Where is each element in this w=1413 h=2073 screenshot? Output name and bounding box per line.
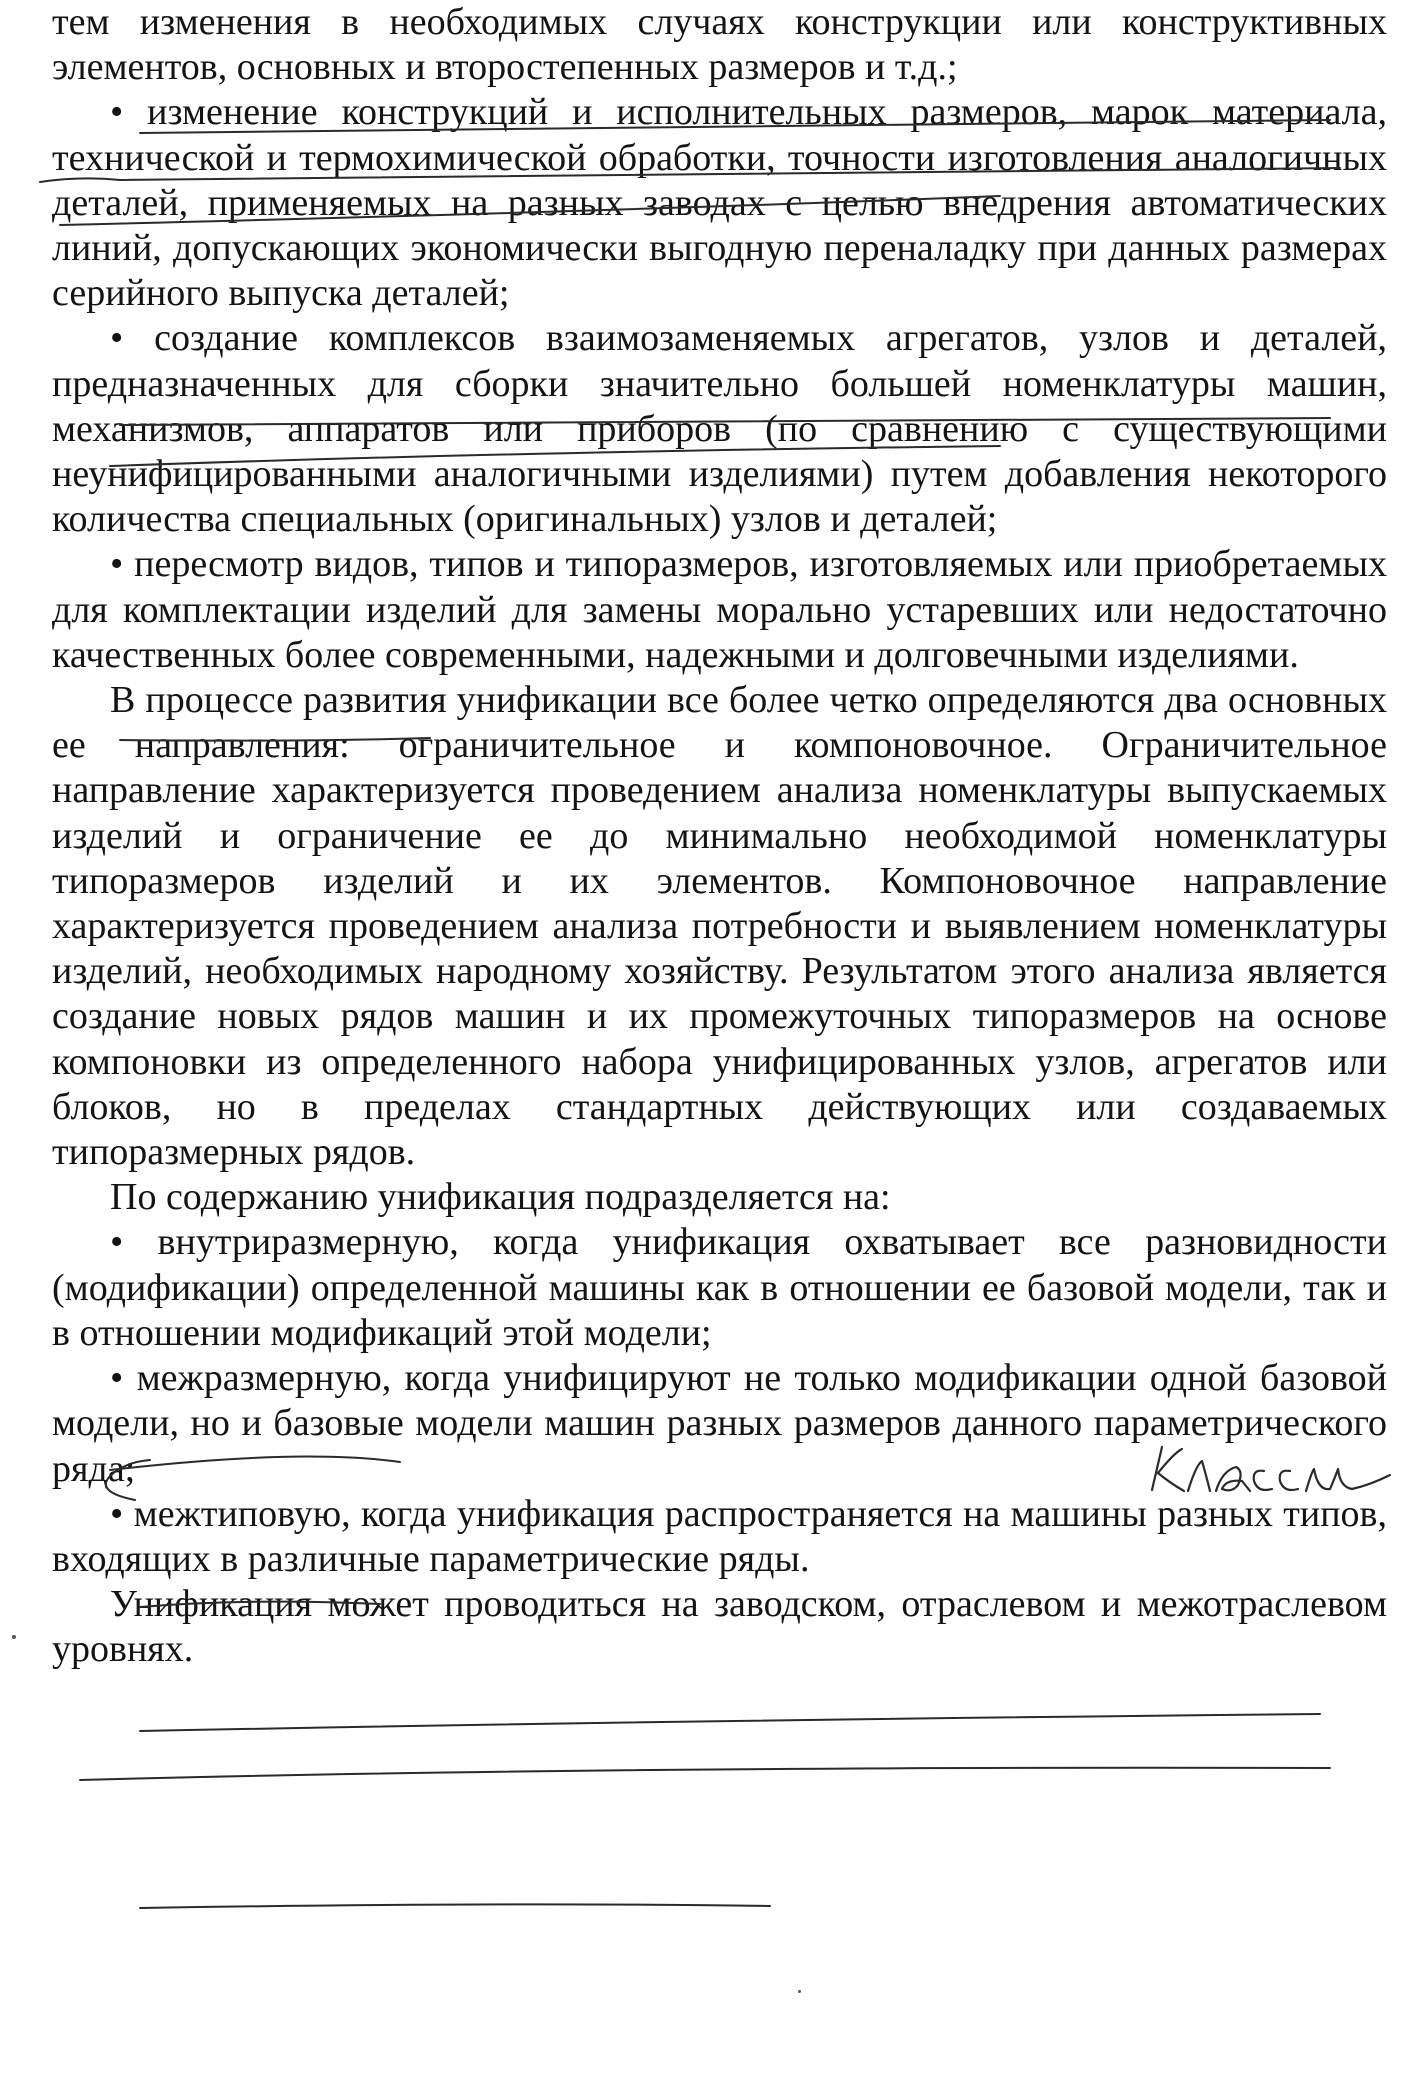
paragraph-content-classification: По содержанию унификация подразделяется на: — [110, 1176, 891, 1219]
scan-speck — [12, 1635, 16, 1639]
bullet-item-inter-type: • межтиповую, когда унификация распространяется на машины разных типов, входящих в различные параметрические ряды. — [52, 1492, 1387, 1580]
scan-speck — [798, 1990, 801, 1993]
bullet-item-construction-change: • изменение конструкций и исполнительных размеров, марок материала, технической и термохимической обработки, точности изготовления аналогичных деталей, применяемых на разных заводах с целью внедрения автоматических линий, допускающих экономически выгодную переналадку при данных размерах серийного выпуска деталей; — [52, 91, 1387, 315]
document-page — [52, 0, 1387, 2073]
bullet-item-revision-of-types: • пересмотр видов, типов и типоразмеров, изготовляемых или приобретаемых для комплектации изделий для замены морально устаревших или недостаточно качественных более современными, надежными и долговечными изделиями. — [52, 543, 1387, 676]
bullet-item-intra-size: • внутриразмерную, когда унификация охватывает все разновидности (модификации) определенной машины как в отношении ее базовой модели, так и в отношении модификаций этой модели; — [52, 1221, 1387, 1354]
paragraph-unification-levels: Унификация может проводиться на заводском, отраслевом и межотраслевом уровнях. — [52, 1583, 1387, 1671]
bullet-item-inter-size: • межразмерную, когда унифицируют не только модификации одной базовой модели, но и базовые модели машин разных размеров данного параметрического ряда; — [52, 1357, 1387, 1490]
paragraph-unification-directions: В процессе развития унификации все более четко определяются два основных ее направления: ограничительное и компоновочное. Ограничительное направление характеризуется проведением анализа номенклатуры выпускаемых изделий и ограничение ее до минимально необходимой номенклатуры типоразмеров изделий и их элементов. Компоновочное направление характеризуется проведением анализа потребности и выявлением номенклатуры изделий, необходимых народному хозяйству. Результатом этого анализа является создание новых рядов машин и их промежуточных типоразмеров на основе компоновки из определенного набора унифицированных узлов, агрегатов или блоков, но в пределах стандартных действующих или создаваемых типоразмерных рядов. — [52, 679, 1387, 1174]
handwritten-note-drawing — [1140, 1435, 1400, 1505]
paragraph-continuation: тем изменения в необходимых случаях конструкции или конструктивных элементов, основных и второстепенных размеров и т.д.; — [52, 1, 1387, 89]
bullet-item-interchangeable-complexes: • создание комплексов взаимозаменяемых агрегатов, узлов и деталей, предназначенных для сборки значительно большей номенклатуры машин, механизмов, аппаратов или приборов (по сравнению с существующими неунифицированными аналогичными изделиями) путем добавления некоторого количества специальных (оригинальных) узлов и деталей; — [52, 317, 1387, 541]
